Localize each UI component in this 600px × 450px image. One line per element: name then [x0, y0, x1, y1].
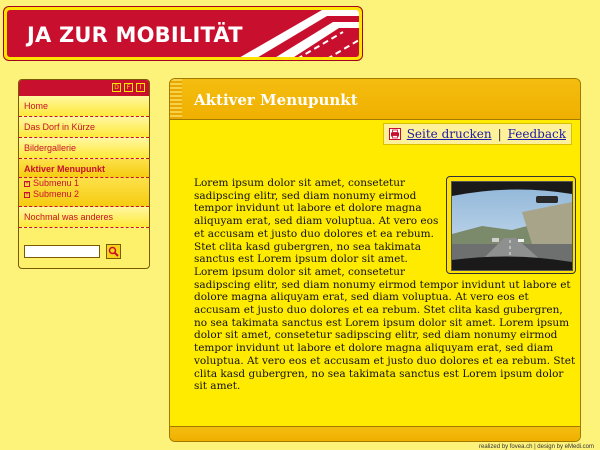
article-photo	[446, 176, 576, 274]
submenu-item-2[interactable]	[24, 189, 144, 200]
content-panel	[169, 78, 581, 442]
search-row	[24, 244, 121, 259]
submenu-item-label: Submenu 1	[33, 178, 80, 188]
page-title: Aktiver Menupunkt	[194, 91, 358, 109]
content-header	[170, 79, 580, 120]
article-body	[194, 177, 576, 393]
sidebar-item-active[interactable]: Aktiver Menupunkt	[19, 159, 149, 178]
submenu-item-1[interactable]	[24, 178, 144, 189]
sidebar-item-home[interactable]: Home	[19, 96, 149, 117]
header-stripe-decoration	[170, 79, 182, 119]
sidebar-item-dorf[interactable]: Das Dorf in Kürze	[19, 117, 149, 138]
sidebar-item-bildergallerie[interactable]: Bildergallerie	[19, 138, 149, 159]
language-button-d[interactable]: D	[112, 83, 121, 92]
content-footer-bar	[170, 426, 580, 441]
action-separator: |	[497, 127, 502, 141]
expand-icon: +	[25, 180, 29, 187]
search-input[interactable]	[24, 245, 100, 258]
road-photo-image	[451, 181, 573, 271]
site-credits: realized by fovea.ch | design by eMedi.com	[479, 444, 594, 450]
print-icon[interactable]	[389, 128, 401, 140]
expand-icon: +	[25, 191, 29, 198]
site-banner[interactable]	[3, 6, 363, 61]
language-switcher	[112, 83, 145, 92]
search-button[interactable]	[106, 244, 121, 259]
language-button-f[interactable]: F	[124, 83, 133, 92]
language-button-i[interactable]: I	[136, 83, 145, 92]
sidebar	[18, 79, 150, 269]
page-actions	[383, 123, 572, 145]
article-text: Lorem ipsum dolor sit amet, consetetur sadipscing elitr, sed diam nonumy eirmod tempor invidunt ut labore et dolore magna aliquyam erat, sed diam voluptua. At vero eos et accusam et justo duo dolores et ea rebum. Stet clita kasd gubergren, no sea takimata sanctus est Lorem ipsum dolor sit amet. Lorem ipsum dolor sit amet, consetetur sadipscing elitr, sed diam nonumy eirmod tempor invidunt ut labore et dolore magna aliquyam erat, sed diam voluptua. At vero eos et accusam et justo duo dolores et ea rebum. Stet clita kasd gubergren, no sea takimata sanctus est Lorem ipsum dolor sit amet. Lorem ipsum dolor sit amet, consetetur sadipscing elitr, sed diam nonumy eirmod tempor invidunt ut labore et dolore magna aliquyam erat, sed diam voluptua. At vero eos et accusam et justo duo dolores et ea rebum. Stet clita kasd gubergren, no sea takimata sanctus est Lorem ipsum dolor sit amet.	[194, 177, 576, 393]
road-graphic	[227, 10, 359, 57]
banner-background	[7, 10, 359, 57]
print-page-link[interactable]: Seite drucken	[406, 127, 492, 141]
submenu-item-label: Submenu 2	[33, 189, 80, 199]
search-icon	[108, 246, 119, 257]
feedback-link[interactable]: Feedback	[507, 127, 566, 141]
site-title: JA ZUR MOBILITÄT	[27, 23, 243, 47]
sidebar-top-bar	[19, 80, 149, 96]
submenu-list	[19, 178, 149, 207]
sidebar-item-nochmal[interactable]: Nochmal was anderes	[19, 207, 149, 228]
